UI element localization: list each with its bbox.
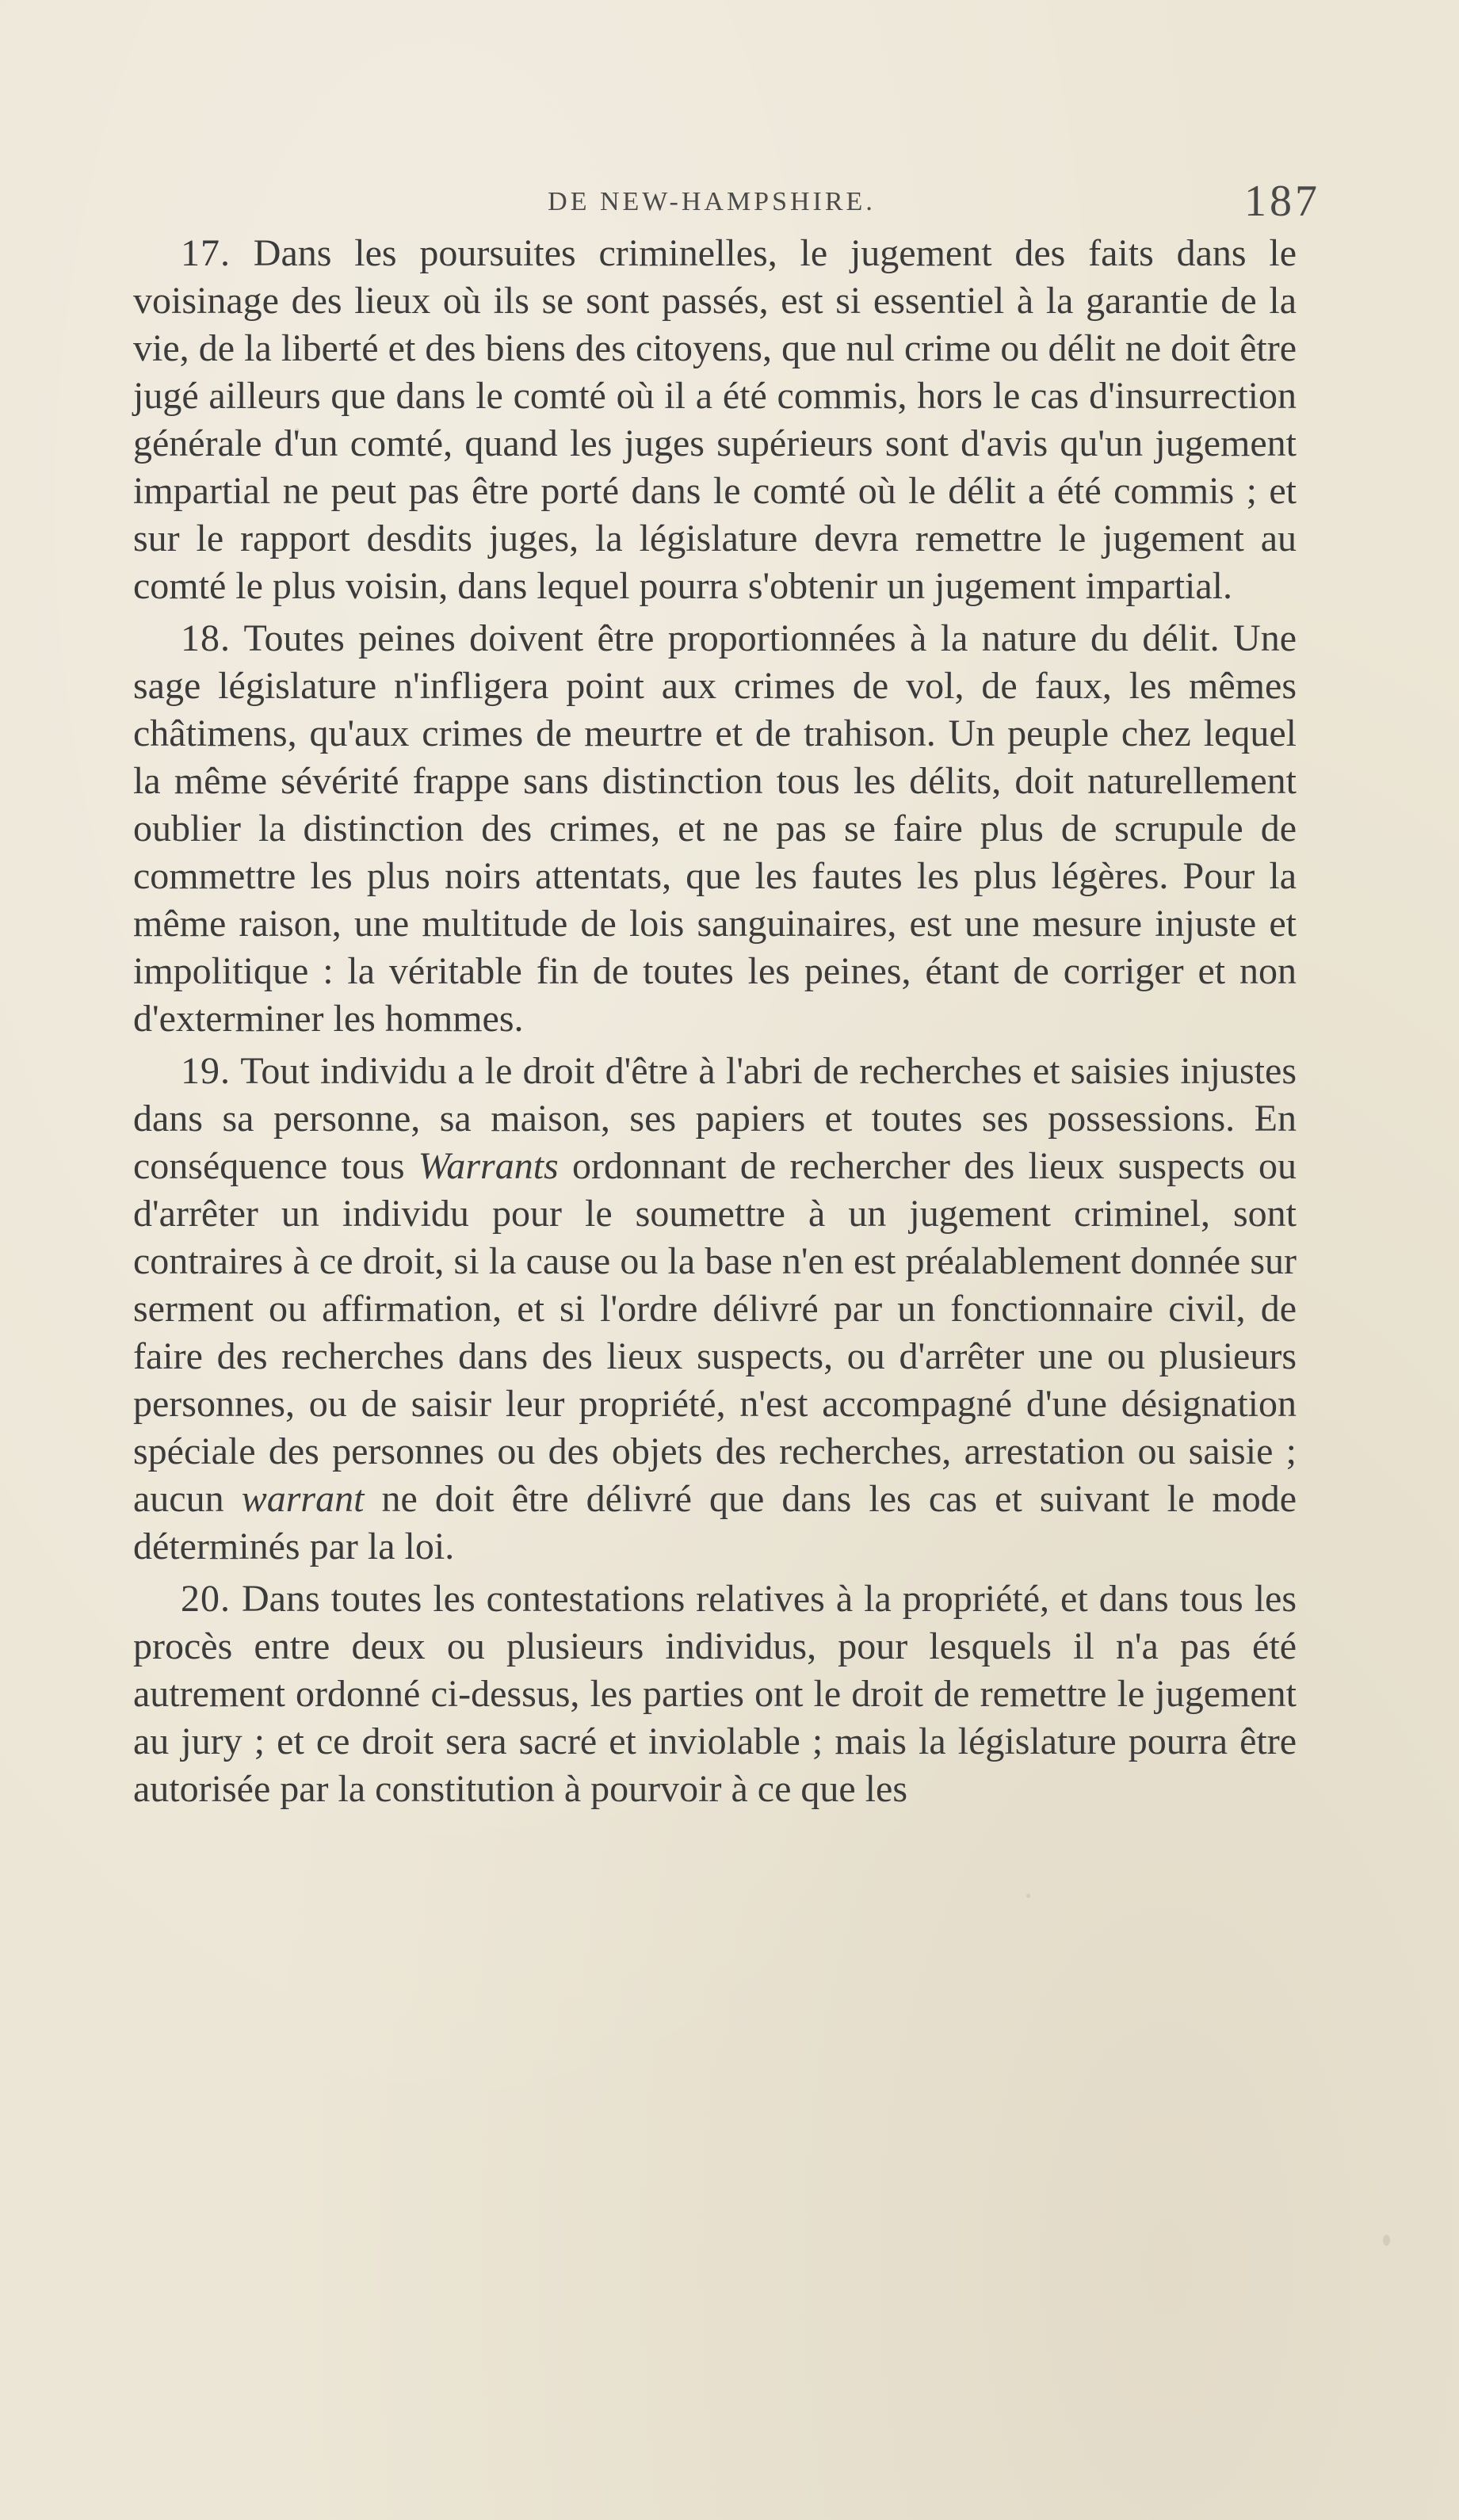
running-head [103, 176, 1320, 226]
article-20 [133, 1575, 1297, 1813]
paper-foxing-spot [1383, 2235, 1390, 2246]
article-number: 20. [181, 1578, 231, 1620]
article-number: 19. [181, 1050, 231, 1092]
article-text: Toutes peines doivent être proportionnées à la nature du délit. Une sage législature n'infligera point aux crimes de vol, de faux, les mêmes châtimens, qu'aux crimes de meurtre et de trahison. Un peuple chez lequel la même sévérité frappe sans distinction tous les délits, doit naturellement oublier la distinction des crimes, et ne pas se faire plus de scrupule de commettre les plus noirs attentats, que les fautes les plus légères. Pour la même raison, une multitude de lois sanguinaires, est une mesure injuste et impolitique : la véritable fin de toutes les peines, étant de corriger et non d'exterminer les hommes. [133, 617, 1297, 1040]
article-text: ordonnant de rechercher des lieux suspects ou d'arrêter un individu pour le soumettre à un jugement criminel, sont contraires à ce droit, si la cause ou la base n'en est préalablement donnée sur serment ou affirmation, et si l'ordre délivré par un fonctionnaire civil, de faire des recherches dans des lieux suspects, ou d'arrêter une ou plusieurs personnes, ou de saisir leur propriété, n'est accompagné d'une désignation spéciale des personnes ou des objets des recherches, arrestation ou saisie ; aucun [133, 1145, 1297, 1520]
paper-foxing-spot [1026, 1894, 1030, 1898]
article-text: Dans les poursuites criminelles, le jugement des faits dans le voisinage des lieux où ils se sont passés, est si essentiel à la garantie de la vie, de la liberté et des biens des citoyens, que nul crime ou délit ne doit être jugé ailleurs que dans le comté où il a été commis, hors le cas d'insurrection générale d'un comté, quand les juges supérieurs sont d'avis qu'un jugement impartial ne peut pas être porté dans le comté où le délit a été commis ; et sur le rapport desdits juges, la législature devra remettre le jugement au comté le plus voisin, dans lequel pourra s'obtenir un jugement impartial. [133, 232, 1297, 607]
article-text: Tout individu a le droit d'être à l'abri de recherches et saisies injustes dans sa personne, sa maison, ses papiers et toutes ses possessions. En conséquence tous [133, 1050, 1297, 1187]
italic-term: Warrants [418, 1145, 559, 1187]
article-18 [133, 615, 1297, 1043]
running-title: DE NEW-HAMPSHIRE. [548, 187, 876, 216]
article-19 [133, 1048, 1297, 1571]
article-17 [133, 230, 1297, 610]
italic-term: warrant [241, 1478, 365, 1520]
article-text: ne doit être délivré que dans les cas et suivant le mode déterminés par la loi. [133, 1478, 1297, 1567]
article-number: 18. [181, 617, 231, 659]
body-text [133, 230, 1297, 1813]
page-number: 187 [1244, 177, 1320, 226]
article-number: 17. [181, 232, 231, 274]
article-text: Dans toutes les contestations relatives à la propriété, et dans tous les procès entre deux ou plusieurs individus, pour lesquels il n'a pas été autrement ordonné ci-dessus, les parties ont le droit de remettre le jugement au jury ; et ce droit sera sacré et inviolable ; mais la législature pourra être autorisée par la constitution à pourvoir à ce que les [133, 1578, 1297, 1810]
